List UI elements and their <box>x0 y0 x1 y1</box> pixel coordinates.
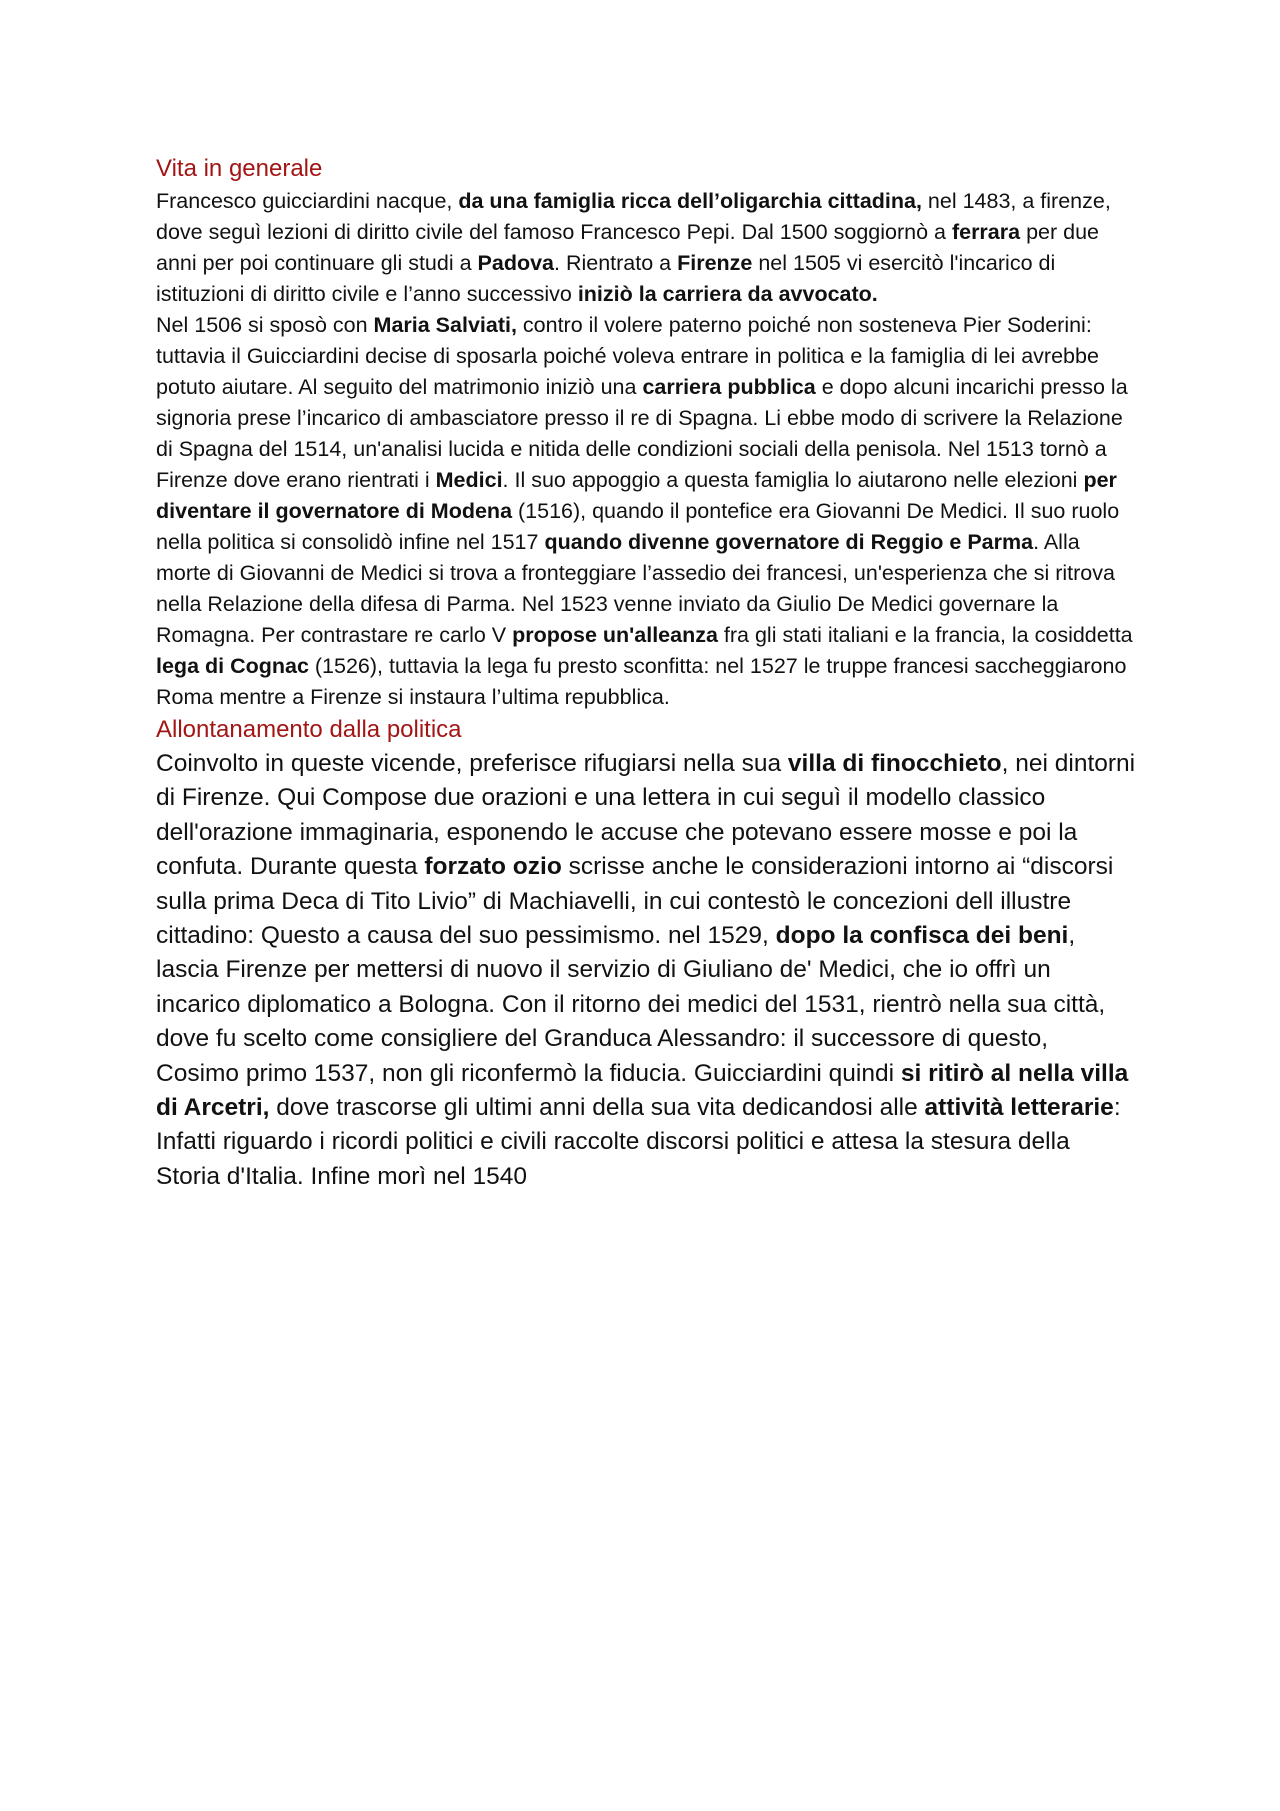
bold-text: carriera pubblica <box>642 375 816 399</box>
bold-text: Firenze <box>677 251 753 275</box>
bold-text: quando divenne governatore di Reggio e Parma <box>544 530 1034 554</box>
paragraph <box>156 310 1136 713</box>
bold-text: per diventare il governatore di Modena <box>156 468 1117 523</box>
bold-text: da una famiglia ricca dell’oligarchia cittadina, <box>458 189 922 213</box>
text-run: . Alla morte di Giovanni de Medici si trova a fronteggiare l’assedio dei francesi, un'esperienza che si ritrova nella Relazione della difesa di Parma. Nel 1523 venne inviato da Giulio De Medici governare la Romagna. Per contrastare re carlo V <box>156 530 1115 647</box>
bold-text: villa di finocchieto <box>787 750 1002 777</box>
bold-text: forzato ozio <box>424 853 562 881</box>
text-run: contro il volere paterno poiché non sosteneva Pier Soderini: tuttavia il Guicciardini decise di sposarla poiché voleva entrare in politica e la famiglia di lei avrebbe potuto aiutare. Al seguito del matrimonio iniziò una <box>156 313 1099 399</box>
section-body-vita <box>156 186 1136 713</box>
text-run: nel 1505 vi esercitò l'incarico di istituzioni di diritto civile e l’anno successivo <box>156 251 1056 306</box>
text-run: per due anni per poi continuare gli studi a <box>156 220 1099 275</box>
text-run: (1526), tuttavia la lega fu presto sconfitta: nel 1527 le truppe francesi saccheggiarono Roma mentre a Firenze si instaura l’ultima repubblica. <box>156 654 1127 709</box>
section-heading-allontanamento: Allontanamento dalla politica <box>156 716 462 743</box>
bold-text: si ritirò al nella villa di Arcetri, <box>156 1059 1129 1122</box>
text-run: . Rientrato a <box>554 251 678 275</box>
text-run: dove trascorse gli ultimi anni della sua vita dedicandosi alle <box>269 1094 925 1122</box>
bold-text: dopo la confisca dei beni <box>775 922 1069 950</box>
document-page <box>156 152 1136 1194</box>
text-run: (1516), quando il pontefice era Giovanni De Medici. Il suo ruolo nella politica si consolidò infine nel 1517 <box>156 499 1120 554</box>
text-run: nel 1483, a firenze, dove seguì lezioni di diritto civile del famoso Francesco Pepi. Dal 1500 soggiornò a <box>156 189 1111 244</box>
text-run: e dopo alcuni incarichi presso la signoria prese l’incarico di ambasciatore presso il re di Spagna. Li ebbe modo di scrivere la Relazione di Spagna del 1514, un'analisi lucida e nitida delle condizioni sociali della penisola. Nel 1513 tornò a Firenze dove erano rientrati i <box>156 375 1128 492</box>
text-run: . Il suo appoggio a questa famiglia lo aiutarono nelle elezioni <box>502 468 1084 492</box>
text-run: Nel 1506 si sposò con <box>156 313 374 337</box>
bold-text: ferrara <box>951 220 1021 244</box>
bold-text: Medici <box>435 468 503 492</box>
bold-text: attività letterarie <box>924 1094 1114 1122</box>
section-heading-vita: Vita in generale <box>156 155 323 182</box>
text-run: fra gli stati italiani e la francia, la cosiddetta <box>717 623 1133 647</box>
bold-text: Maria Salviati, <box>373 313 517 337</box>
section-body-allontanamento <box>156 747 1136 1194</box>
bold-text: lega di Cognac <box>156 654 309 678</box>
paragraph <box>156 747 1136 1194</box>
bold-text: Padova <box>477 251 554 275</box>
text-run: Coinvolto in queste vicende, preferisce rifugiarsi nella sua <box>156 750 788 777</box>
text-run: , lascia Firenze per mettersi di nuovo il servizio di Giuliano de' Medici, che io offrì un incarico diplomatico a Bologna. Con il ritorno dei medici del 1531, rientrò nella sua città, dove fu scelto come consigliere del Granduca Alessandro: il successore di questo, Cosimo primo 1537, non gli riconfermò la fiducia. Guicciardini quindi <box>156 922 1106 1087</box>
paragraph <box>156 186 1136 310</box>
bold-text: iniziò la carriera da avvocato. <box>577 282 878 306</box>
text-run: Francesco guicciardini nacque, <box>156 189 459 213</box>
text-run: scrisse anche le considerazioni intorno ai “discorsi sulla prima Deca di Tito Livio” di Machiavelli, in cui contestò le concezioni dell illustre cittadino: Questo a causa del suo pessimismo. nel 1529, <box>156 853 1114 950</box>
text-run: , nei dintorni di Firenze. Qui Compose due orazioni e una lettera in cui seguì il modello classico dell'orazione immaginaria, esponendo le accuse che potevano essere mosse e poi la confuta. Durante questa <box>156 750 1136 881</box>
bold-text: propose un'alleanza <box>512 623 718 647</box>
text-run: : Infatti riguardo i ricordi politici e civili raccolte discorsi politici e attesa la stesura della Storia d'Italia. Infine morì nel 1540 <box>156 1094 1121 1190</box>
